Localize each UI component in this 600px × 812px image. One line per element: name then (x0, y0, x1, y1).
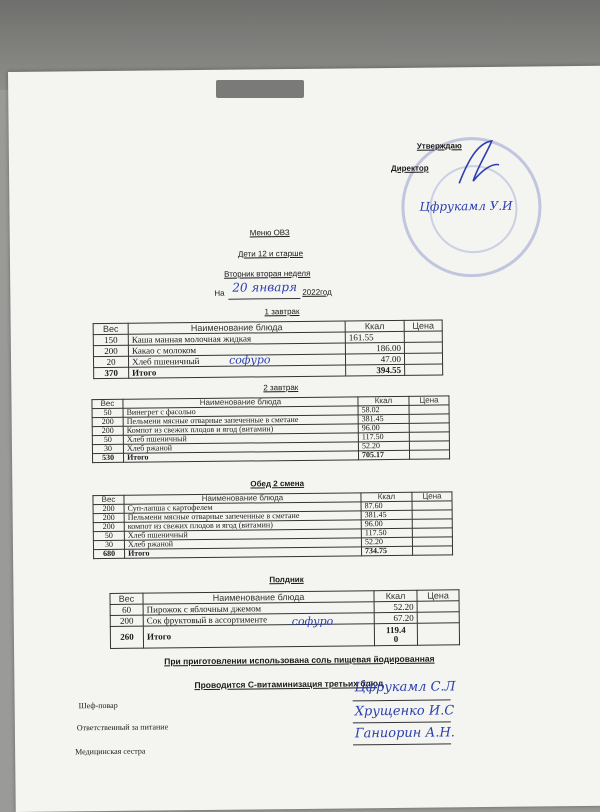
date-handwritten: 20 января (232, 279, 298, 295)
total-label: Итого (125, 547, 362, 558)
col-price-header: Цена (412, 492, 452, 501)
cell-weight: 30 (92, 444, 123, 453)
section-title-lunch: Обед 2 смена (250, 478, 305, 489)
total-kcal: 119.4 0 (374, 623, 417, 645)
total-label: Итого (143, 624, 374, 648)
menu-table-snack (109, 589, 460, 649)
cell-name: Винегрет с фасолью (123, 406, 358, 417)
cell-price (412, 519, 452, 528)
cell-name: Сок фруктовый в ассортименте (143, 613, 374, 626)
cell-name: Хлеб пшеничный (123, 433, 358, 444)
cell-name: Хлеб ржаной (123, 442, 358, 453)
col-price-header: Цена (409, 396, 449, 405)
director-signature-mark (447, 133, 508, 194)
total-weight: 680 (94, 549, 125, 558)
col-kcal-header: Ккал (374, 590, 417, 601)
cell-price (412, 537, 452, 546)
col-price-header: Цена (404, 320, 442, 331)
cell-price (404, 331, 442, 342)
cell-weight: 50 (92, 408, 123, 417)
cell-kcal: 52.20 (374, 601, 417, 612)
cell-weight: 30 (93, 540, 124, 549)
total-kcal: 705.17 (358, 450, 409, 460)
menu-table-breakfast-1 (93, 319, 444, 379)
cell-kcal: 87.60 (361, 501, 412, 511)
salt-note: При приготовлении использована соль пищевая йодированная (164, 653, 435, 667)
cell-weight: 50 (92, 435, 123, 444)
col-name-header: Наименование блюда (123, 397, 358, 408)
chef-signature: Цфрукамл С.Л (354, 679, 456, 696)
cell-kcal: 96.00 (358, 423, 409, 433)
cell-price (412, 546, 452, 555)
cell-price (409, 405, 449, 414)
director-signature: Цфрукамл У.И (419, 198, 513, 214)
cell-kcal: 52.20 (358, 441, 409, 451)
cell-name: Пельмени мясные отварные запеченные в сметане (124, 511, 361, 522)
cell-kcal: 67.20 (374, 612, 417, 623)
cell-price (409, 450, 449, 459)
cell-price (409, 423, 449, 432)
cell-weight: 60 (110, 604, 143, 615)
cell-kcal: 117.50 (361, 528, 412, 538)
section-title-breakfast-1: 1 завтрак (264, 306, 300, 317)
menu-title: Меню ОВЗ (249, 228, 290, 238)
cell-price (409, 441, 449, 450)
nurse-signature: Ганиорин А.Н. (354, 725, 455, 742)
date-prefix: На (214, 288, 225, 298)
table-total-row (110, 623, 459, 649)
date-suffix: 2022год (302, 287, 332, 297)
cell-weight: 200 (93, 513, 124, 522)
cell-name: Компот из свежих плодов и ягод (витамин) (123, 424, 358, 435)
cell-name: компот из свежих плодов и ягод (витамин) (124, 520, 361, 531)
director-label: Директор (390, 163, 429, 173)
total-weight: 260 (110, 626, 143, 648)
cell-kcal: 381.45 (361, 510, 412, 520)
cell-weight: 200 (92, 417, 123, 426)
cell-price (412, 528, 452, 537)
cell-price (409, 414, 449, 423)
table-total-row (94, 546, 453, 559)
approve-label: Утверждаю (416, 141, 462, 151)
staff-role-chef: Шеф-повар (78, 700, 118, 711)
cell-kcal: 161.55 (345, 331, 404, 343)
handwritten-mark: софуро (228, 353, 271, 367)
col-price-header: Цена (417, 590, 459, 601)
col-weight-header: Вес (110, 593, 143, 604)
cell-name: Пирожок с яблочным джемом (143, 602, 374, 615)
cell-price (404, 342, 442, 353)
signature-line (353, 721, 451, 723)
col-name-header: Наименование блюда (124, 493, 361, 504)
date-underline (228, 298, 300, 300)
cell-price (409, 432, 449, 441)
cell-kcal: 52.20 (361, 537, 412, 547)
cell-kcal: 96.00 (361, 519, 412, 529)
total-kcal: 394.55 (346, 364, 405, 376)
cell-kcal: 47.00 (345, 353, 404, 365)
total-weight: 370 (94, 367, 129, 378)
handwritten-mark: софуро (291, 614, 334, 629)
total-kcal: 734.75 (361, 546, 412, 556)
section-title-breakfast-2: 2 завтрак (263, 382, 299, 393)
table-total-row (93, 450, 450, 463)
cell-weight: 50 (93, 531, 124, 540)
signature-line (353, 699, 451, 701)
col-weight-header: Вес (93, 323, 128, 334)
cell-price (412, 501, 452, 510)
menu-document (8, 66, 600, 812)
cell-price (417, 612, 459, 623)
cell-name: Суп-лапша с картофелем (124, 502, 361, 513)
cell-price (417, 623, 459, 645)
cell-weight: 200 (110, 615, 143, 626)
col-weight-header: Вес (93, 495, 124, 504)
nutrition-signature: Хрущенко И.С (354, 703, 455, 720)
cell-weight: 200 (93, 522, 124, 531)
cell-name: Какао с молоком (128, 343, 345, 356)
cell-price (417, 601, 459, 612)
cell-name: Пельмени мясные отварные запеченные в сметане (123, 415, 358, 426)
cell-weight: 20 (93, 356, 128, 367)
total-label: Итого (129, 365, 346, 378)
col-kcal-header: Ккал (358, 396, 409, 406)
cell-kcal: 117.50 (358, 432, 409, 442)
vitamin-note: Проводится С-витаминизация третьих блюд (194, 678, 384, 691)
col-name-header: Наименование блюда (128, 321, 345, 334)
col-weight-header: Вес (92, 399, 123, 408)
col-name-header: Наименование блюда (143, 591, 374, 604)
cell-weight: 150 (93, 334, 128, 345)
cell-price (404, 353, 442, 364)
col-kcal-header: Ккал (345, 320, 404, 332)
cell-name: Каша манная молочная жидкая (128, 332, 345, 345)
cell-weight: 200 (92, 426, 123, 435)
signature-line (353, 743, 451, 745)
binder-clip (216, 80, 304, 98)
menu-table-breakfast-2 (91, 395, 450, 463)
cell-name: Хлеб пшеничный (128, 354, 345, 367)
cell-kcal: 58.02 (358, 405, 409, 415)
total-label: Итого (123, 451, 358, 462)
cell-kcal: 381.45 (358, 414, 409, 424)
total-weight: 530 (93, 453, 124, 462)
staff-role-nutrition: Ответственный за питание (76, 722, 169, 733)
staff-role-nurse: Медицинская сестра (75, 746, 146, 757)
menu-table-lunch (92, 491, 453, 559)
section-title-snack: Полдник (269, 574, 304, 585)
cell-name: Хлеб пшеничный (124, 529, 361, 540)
col-kcal-header: Ккал (361, 492, 412, 502)
cell-price (405, 364, 443, 375)
cell-kcal: 186.00 (345, 342, 404, 354)
cell-weight: 200 (93, 504, 124, 513)
menu-day: Вторник вторая неделя (224, 268, 311, 279)
cell-price (412, 510, 452, 519)
menu-audience: Дети 12 и старше (237, 248, 304, 259)
cell-name: Хлеб ржаной (124, 538, 361, 549)
cell-weight: 200 (93, 345, 128, 356)
